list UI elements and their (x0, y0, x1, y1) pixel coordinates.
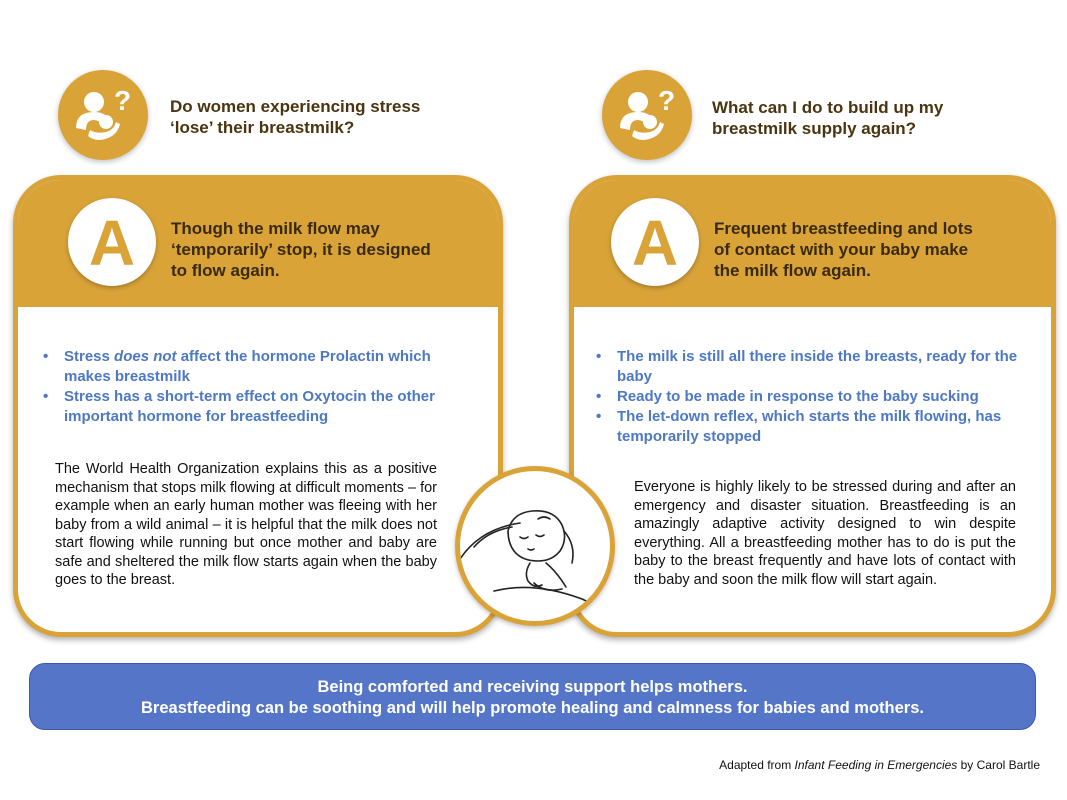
bullet-text: affect the hormone Prolactin which makes breastmilk (64, 348, 431, 385)
list-item (596, 387, 1026, 407)
right-answer-card (569, 175, 1056, 637)
summary-banner (29, 663, 1036, 730)
bullet-text: Ready to be made in response to the baby sucking (617, 388, 979, 405)
credit-prefix: Adapted from (719, 758, 795, 772)
right-answer-line-3: the milk flow again. (714, 261, 871, 280)
right-bullet-list (596, 347, 1026, 447)
bullet-glyph: • (596, 408, 602, 425)
left-bullet-list (43, 347, 478, 427)
left-answer-line-1: Though the milk flow may (171, 219, 380, 238)
answer-badge: A (68, 198, 156, 286)
credit-suffix: by Carol Bartle (957, 758, 1040, 772)
svg-text:?: ? (658, 85, 676, 116)
left-question (170, 96, 420, 138)
source-credit (719, 758, 1040, 772)
left-body-text: The World Health Organization explains this as a positive mechanism that stops milk flowing at difficult moments – for example when an early human mother was fleeing with her baby from a wild animal – it is helpful that the milk does not start flowing while running but once mother and baby are safe and sheltered the milk flow starts again when the baby goes to the breast. (55, 461, 437, 588)
right-answer-line-1: Frequent breastfeeding and lots (714, 219, 973, 238)
list-item (596, 407, 1026, 447)
baby-at-breast-illustration (455, 466, 615, 626)
list-item (596, 347, 1026, 387)
credit-title: Infant Feeding in Emergencies (794, 758, 958, 772)
left-answer-text (171, 218, 431, 281)
answer-badge: A (611, 198, 699, 286)
list-item (43, 387, 478, 427)
left-question-line-1: Do women experiencing stress (170, 97, 421, 116)
bullet-text: The milk is still all there inside the breasts, ready for the baby (617, 348, 1018, 385)
left-question-line-2: ‘lose’ their breastmilk? (170, 118, 355, 137)
right-answer-line-2: of contact with your baby make (714, 240, 969, 259)
bullet-glyph: • (596, 348, 602, 365)
right-question (712, 97, 943, 139)
bullet-text: Stress has a short-term effect on Oxytocin the other important hormone for breastfeeding (64, 388, 435, 425)
banner-line-1: Being comforted and receiving support helps mothers. (317, 678, 748, 696)
bullet-glyph: • (43, 348, 49, 365)
right-question-line-1: What can I do to build up my (712, 98, 944, 117)
right-body-text: Everyone is highly likely to be stressed during and after an emergency and disaster situation. Breastfeeding is an amazingly adaptive activity designed to win despite everything. All a breastfeeding mother has to do is put the baby to the breast frequently and have lots of contact with the baby and soon the milk flow will start again. (634, 479, 1016, 588)
svg-text:?: ? (114, 85, 132, 116)
list-item (43, 347, 478, 387)
mother-baby-question-icon (602, 70, 692, 160)
left-answer-card (13, 175, 503, 637)
bullet-text: The let-down reflex, which starts the milk flowing, has temporarily stopped (617, 408, 1002, 445)
mother-baby-question-icon (58, 70, 148, 160)
right-answer-text (714, 218, 973, 281)
bullet-emphasis: does not (114, 348, 177, 365)
bullet-glyph: • (596, 388, 602, 405)
left-answer-line-2: ‘temporarily’ stop, it is designed (171, 240, 431, 259)
banner-line-2: Breastfeeding can be soothing and will help promote healing and calmness for babies and mothers. (141, 699, 924, 717)
bullet-glyph: • (43, 388, 49, 405)
left-answer-line-3: to flow again. (171, 261, 280, 280)
right-question-line-2: breastmilk supply again? (712, 119, 917, 138)
bullet-text: Stress (64, 348, 115, 365)
